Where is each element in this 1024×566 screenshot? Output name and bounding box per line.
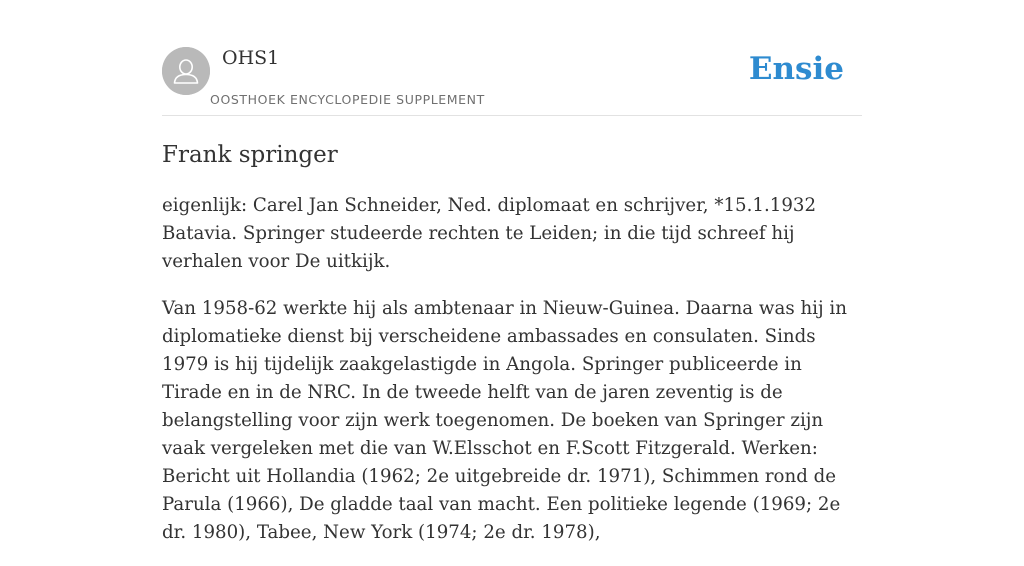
source-label[interactable]: OOSTHOEK ENCYCLOPEDIE SUPPLEMENT [210,92,485,107]
entry-header [162,46,862,116]
user-icon [162,47,210,95]
article-paragraph: Van 1958-62 werkte hij als ambtenaar in Nieuw-Guinea. Daarna was hij in diplomatieke dienst bij verscheidene ambassades en consulaten. Sinds 1979 is hij tijdelijk zaakgelastigde in Angola. Springer publiceerde in Tirade en in de NRC. In de tweede helft van de jaren zeventig is de belangstelling voor zijn werk toegenomen. De boeken van Springer zijn vaak vergeleken met die van W.Elsschot en F.Scott Fitzgerald. Werken: Bericht uit Hollandia (1962; 2e uitgebreide dr. 1971), Schimmen rond de Parula (1966), De gladde taal van macht. Een politieke legende (1969; 2e dr. 1980), Tabee, New York (1974; 2e dr. 1978), [162,298,847,543]
page-title: Frank springer [162,142,338,168]
avatar[interactable] [162,47,210,95]
article-body [162,192,867,566]
brand-logo[interactable]: Ensie [748,51,844,87]
article-paragraph: eigenlijk: Carel Jan Schneider, Ned. diplomaat en schrijver, *15.1.1932 Batavia. Springer studeerde rechten te Leiden; in die tijd schreef hij verhalen voor De uitkijk. [162,195,817,272]
author-name[interactable]: OHS1 [222,47,280,69]
